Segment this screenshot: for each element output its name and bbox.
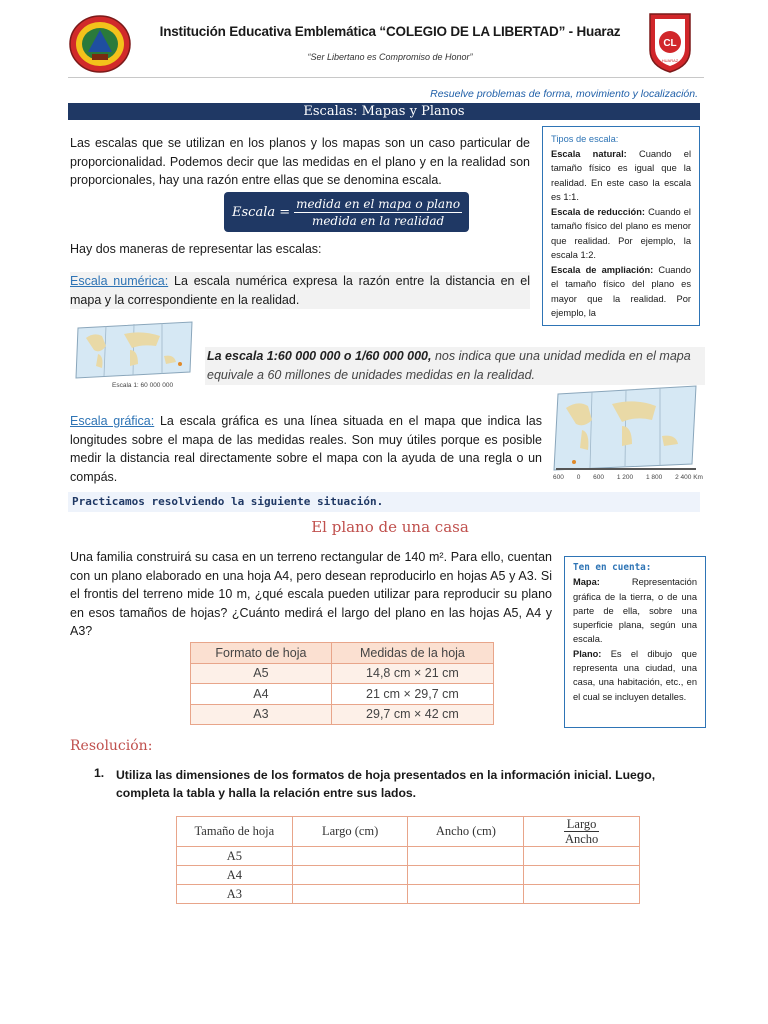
school-shield-logo xyxy=(648,12,692,74)
ten-en-cuenta-box xyxy=(564,556,706,728)
graphic-scale-text: La escala gráfica es una línea situada en el mapa que indica las longitudes sobre el mapa de las medidas reales. Son muy útiles porque es posible medir la distancia real directamente sobre el mapa con la ayuda de una regla o un compás. xyxy=(70,414,542,484)
blank-answer-cell[interactable] xyxy=(524,885,640,904)
school-crest-logo xyxy=(68,14,132,74)
blank-answer-cell[interactable] xyxy=(292,866,408,885)
formula-numerator: medida en el mapa o plano xyxy=(296,196,461,211)
table-row xyxy=(177,885,640,904)
graphic-scale-ticks xyxy=(553,474,703,481)
shield-logo-subtext: HUARAZ xyxy=(661,58,679,63)
shield-logo-text: CL xyxy=(663,38,677,49)
institution-title: Institución Educativa Emblemática “COLEGIO DE LA LIBERTAD” - Huaraz xyxy=(159,24,621,39)
table-header-cell: Ancho (cm) xyxy=(408,817,524,847)
numeric-scale-paragraph xyxy=(70,272,530,309)
practice-banner: Practicamos resolviendo la siguiente situación. xyxy=(68,492,700,512)
section-title: Escalas: Mapas y Planos xyxy=(68,103,700,120)
table-header-cell: Tamaño de hoja xyxy=(177,817,293,847)
map-scale-caption: Escala 1: 60 000 000 xyxy=(112,382,174,389)
scale-tick: 600 xyxy=(553,474,564,481)
world-map-graphic-scale-image xyxy=(552,384,702,472)
table-cell: A5 xyxy=(177,847,293,866)
scale-tick: 600 xyxy=(593,474,605,481)
world-map-image xyxy=(72,320,196,380)
graphic-scale-label: Escala gráfica: xyxy=(70,414,155,428)
table-cell: 21 cm × 29,7 cm xyxy=(331,684,493,705)
scale-type-enlargement: Escala de ampliación: Cuando el tamaño físico del plano es mayor que la realidad. Por ejemplo, la xyxy=(551,264,691,318)
numeric-scale-text: La escala numérica expresa la razón entre la distancia en el mapa y la correspondiente en la realidad. xyxy=(70,274,531,307)
blank-answer-cell[interactable] xyxy=(292,847,408,866)
scale-tick: 2 400 Km xyxy=(675,474,703,481)
blank-answer-cell[interactable] xyxy=(408,847,524,866)
table-header-cell: Medidas de la hoja xyxy=(331,643,493,664)
intro-paragraph: Las escalas que se utilizan en los planos y los mapas son un caso particular de proporcionalidad. Podemos decir que las medidas en el plano y en la realidad son proporcionales, hay una razón entre ellas que se denomina escala. xyxy=(70,136,530,187)
ratio-denominator: Ancho xyxy=(564,832,599,846)
school-motto: “Ser Libertano es Compromiso de Honor” xyxy=(307,52,473,62)
table-row xyxy=(191,704,494,725)
header-divider xyxy=(68,77,704,78)
note-mapa: Mapa: Representación gráfica de la tierra, o de una parte de ella, sobre una superficie plana, según una escala. xyxy=(573,577,697,645)
table-header-row xyxy=(177,817,640,847)
blank-answer-cell[interactable] xyxy=(408,885,524,904)
table-row xyxy=(191,684,494,705)
table-header-cell: Largo (cm) xyxy=(292,817,408,847)
table-header-row xyxy=(191,643,494,664)
table-cell: A3 xyxy=(191,704,332,725)
scale-types-box xyxy=(542,126,700,326)
blank-answer-cell[interactable] xyxy=(292,885,408,904)
ten-en-cuenta-heading: Ten en cuenta: xyxy=(573,562,652,573)
two-ways-text: Hay dos maneras de representar las escalas: xyxy=(70,242,322,256)
ratio-numerator: Largo xyxy=(564,817,600,832)
table-cell: A4 xyxy=(177,866,293,885)
problem-title: El plano de una casa xyxy=(311,518,469,536)
blank-answer-cell[interactable] xyxy=(408,866,524,885)
scale-tick: 0 xyxy=(576,474,581,481)
step-number: 1. xyxy=(94,766,105,780)
problem-statement: Una familia construirá su casa en un terreno rectangular de 140 m². Para ello, cuentan con un plano elaborado en una hoja A4, pero desean reproducirlo en hojas A5 y A3. Si el frontis del terreno mide 10 m, ¿qué escala pueden utilizar para reproducir su plano en esos tamaños de hojas? ¿Cuánto medirá el largo del plano en las hojas A5, A4 y A3? xyxy=(70,550,552,638)
scale-tick: 1 200 xyxy=(616,474,634,481)
scale-types-heading: Tipos de escala: xyxy=(551,134,619,144)
table-cell: 29,7 cm × 42 cm xyxy=(331,704,493,725)
table-cell: A4 xyxy=(191,684,332,705)
table-row xyxy=(191,663,494,684)
formula-denominator: medida en la realidad xyxy=(311,213,445,228)
paper-formats-table xyxy=(190,642,494,725)
table-header-cell: Formato de hoja xyxy=(191,643,332,664)
numeric-scale-label: Escala numérica: xyxy=(70,274,169,288)
scale-type-natural: Escala natural: Cuando el tamaño físico es igual que la realidad. En este caso la escala es 1:1. xyxy=(551,148,692,202)
blank-answer-cell[interactable] xyxy=(524,866,640,885)
formula-fraction xyxy=(294,197,462,228)
note-plano: Plano: Es el dibujo que representa una ciudad, una casa, una habitación, etc., en el cual se incluyen detalles. xyxy=(573,648,697,702)
table-cell: A5 xyxy=(191,663,332,684)
formula-lhs: Escala = xyxy=(232,204,291,220)
table-cell: A3 xyxy=(177,885,293,904)
step-instruction: Utiliza las dimensiones de los formatos de hoja presentados en la información inicial. Luego, completa la tabla y halla la relación entre sus lados. xyxy=(116,768,656,800)
resolution-title: Resolución: xyxy=(70,738,153,754)
ratio-header-cell xyxy=(524,817,640,847)
table-cell: 14,8 cm × 21 cm xyxy=(331,663,493,684)
scale-tick: 1 800 xyxy=(646,474,663,481)
scale-example-text: nos indica que una unidad medida en el mapa equivale a 60 millones de unidades medidas en la realidad. xyxy=(207,349,691,382)
scale-example-bold: La escala 1:60 000 000 o 1/60 000 000, xyxy=(207,349,432,363)
competency-subtitle: Resuelve problemas de forma, movimiento y localización. xyxy=(430,88,698,100)
blank-answer-cell[interactable] xyxy=(524,847,640,866)
scale-example-note xyxy=(205,347,705,385)
graphic-scale-paragraph xyxy=(70,412,542,486)
scale-type-reduction: Escala de reducción: Cuando el tamaño físico del plano es menor que realidad. Por ejemplo, la escala 1:2. xyxy=(551,206,691,260)
table-row xyxy=(177,866,640,885)
ratio-work-table xyxy=(176,816,640,904)
scale-formula xyxy=(224,192,469,232)
ratio-fraction xyxy=(564,817,600,846)
table-row xyxy=(177,847,640,866)
